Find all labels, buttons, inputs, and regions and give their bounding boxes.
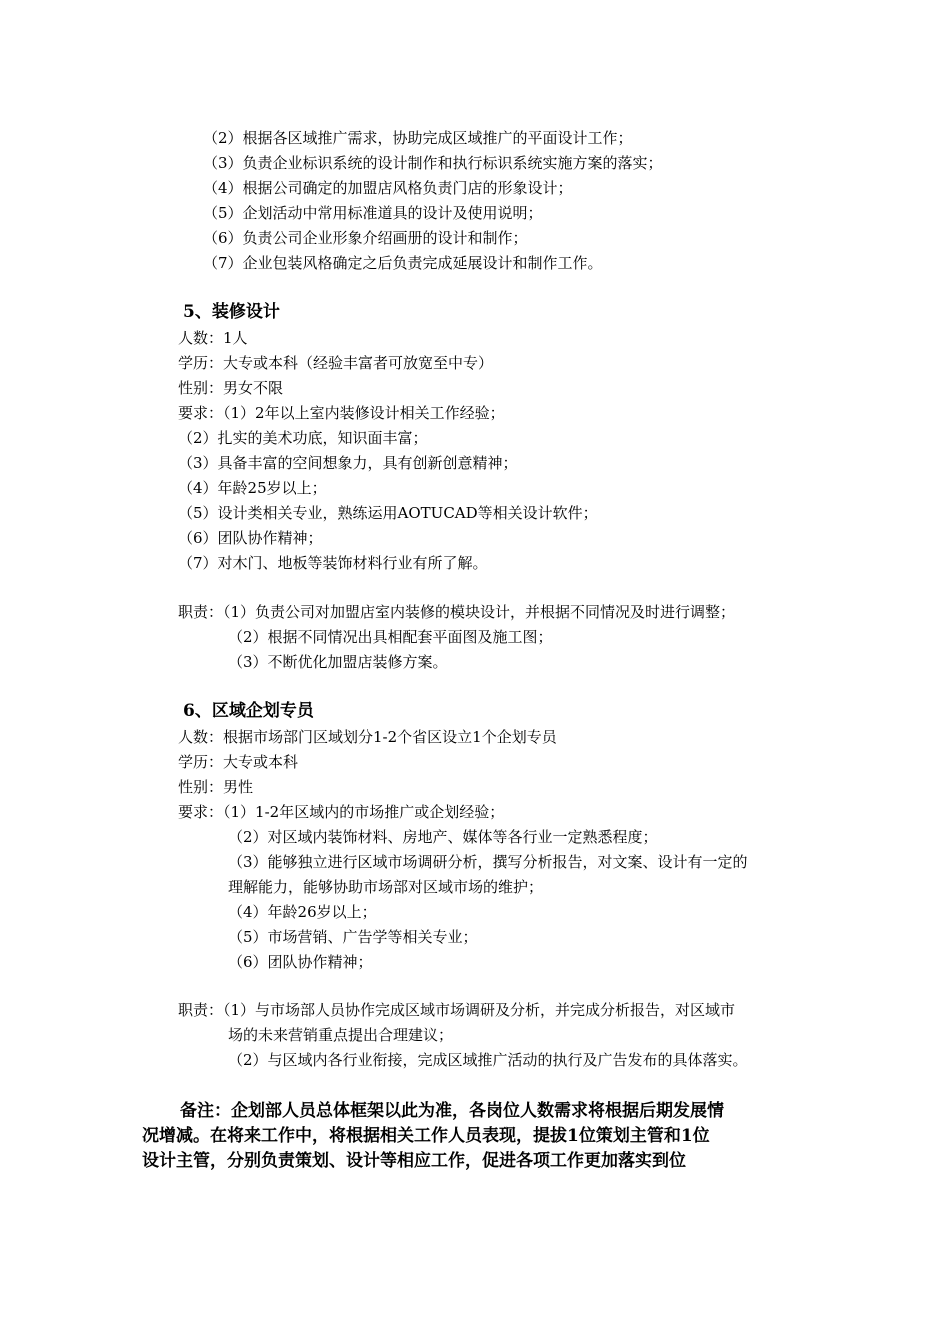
duty-item: （3）不断优化加盟店装修方案。 (228, 653, 448, 671)
requirement-item: （5）设计类相关专业，熟练运用AOTUCAD等相关设计软件； (178, 504, 598, 522)
requirement-item: （4）年龄25岁以上； (178, 479, 327, 497)
requirement-item: （6）团队协作精神； (228, 953, 373, 971)
requirement-item: （3）能够独立进行区域市场调研分析，撰写分析报告，对文案、设计有一定的 (228, 853, 748, 871)
requirement-item: （4）年龄26岁以上； (228, 903, 377, 921)
headcount: 人数：根据市场部门区域划分1-2个省区设立1个企划专员 (178, 728, 557, 746)
note-line: 设计主管，分别负责策划、设计等相应工作，促进各项工作更加落实到位 (142, 1151, 686, 1171)
duty-first: 职责：（1）与市场部人员协作完成区域市场调研及分析，并完成分析报告，对区域市 (178, 1001, 736, 1019)
top-duty-item: （2）根据各区域推广需求，协助完成区域推广的平面设计工作； (203, 129, 633, 147)
education: 学历：大专或本科 (178, 753, 299, 771)
top-duty-item: （3）负责企业标识系统的设计制作和执行标识系统实施方案的落实； (203, 154, 663, 172)
requirement-item: （5）市场营销、广告学等相关专业； (228, 928, 478, 946)
top-duty-item: （7）企业包装风格确定之后负责完成延展设计和制作工作。 (203, 254, 603, 272)
requirement-first: 要求：（1）2年以上室内装修设计相关工作经验； (178, 404, 505, 422)
duty-item: （2）根据不同情况出具相配套平面图及施工图； (228, 628, 553, 646)
education: 学历：大专或本科（经验丰富者可放宽至中专） (178, 354, 494, 372)
note-line: 备注：企划部人员总体框架以此为准，各岗位人数需求将根据后期发展情 (180, 1101, 724, 1121)
requirement-item: （6）团队协作精神； (178, 529, 323, 547)
top-duty-item: （5）企划活动中常用标准道具的设计及使用说明； (203, 204, 543, 222)
requirement-item: （7）对木门、地板等装饰材料行业有所了解。 (178, 554, 488, 572)
duty-item: （2）与区域内各行业衔接，完成区域推广活动的执行及广告发布的具体落实。 (228, 1051, 748, 1069)
requirement-item: （3）具备丰富的空间想象力，具有创新创意精神； (178, 454, 518, 472)
section-heading: 5、装修设计 (183, 302, 280, 322)
requirement-item: （2）对区域内装饰材料、房地产、媒体等各行业一定熟悉程度； (228, 828, 658, 846)
section-heading: 6、区域企划专员 (183, 701, 314, 721)
duty-first: 职责：（1）负责公司对加盟店室内装修的模块设计，并根据不同情况及时进行调整； (178, 603, 736, 621)
duty-item: 场的未来营销重点提出合理建议； (228, 1026, 454, 1044)
headcount: 人数：1人 (178, 329, 248, 347)
top-duty-item: （6）负责公司企业形象介绍画册的设计和制作； (203, 229, 528, 247)
requirement-item: 理解能力，能够协助市场部对区域市场的维护； (228, 878, 544, 896)
gender: 性别：男女不限 (178, 379, 284, 397)
top-duty-item: （4）根据公司确定的加盟店风格负责门店的形象设计； (203, 179, 573, 197)
requirement-first: 要求：（1）1-2年区域内的市场推广或企划经验； (178, 803, 505, 821)
note-line: 况增减。在将来工作中，将根据相关工作人员表现，提拔1位策划主管和1位 (142, 1126, 710, 1146)
requirement-item: （2）扎实的美术功底，知识面丰富； (178, 429, 428, 447)
gender: 性别：男性 (178, 778, 254, 796)
